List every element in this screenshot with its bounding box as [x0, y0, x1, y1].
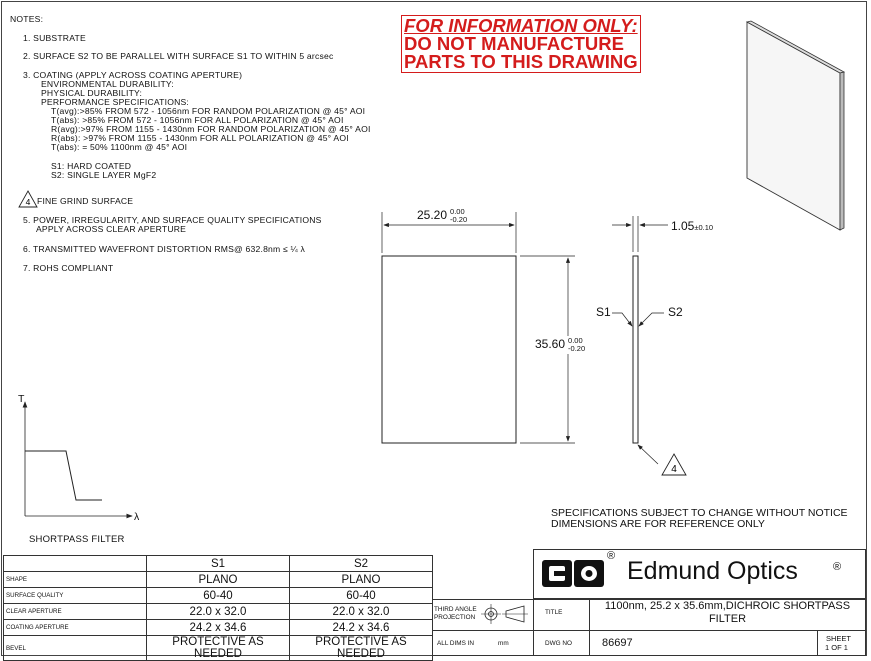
note-1: 1. SUBSTRATE — [23, 33, 86, 43]
note-3-spec-1: T(avg):>85% FROM 572 - 1056nm FOR RANDOM POLARIZATION @ 45° AOI — [51, 106, 366, 116]
height-tol-lower: -0.20 — [568, 344, 586, 353]
row-label: COATING APERTURE — [4, 620, 147, 636]
table-row — [4, 636, 433, 661]
company-name: Edmund Optics — [627, 557, 798, 585]
height-tol-upper: 0.00 — [568, 336, 583, 345]
logo-text: EO — [541, 557, 543, 558]
note-3-spec-2: T(abs): >85% FROM 572 - 1056nm FOR ALL POLARIZATION @ 45° AOI — [51, 115, 344, 125]
cell-s1: 22.0 x 32.0 — [147, 604, 290, 620]
table-row — [4, 604, 433, 620]
header-s2: S2 — [290, 556, 433, 572]
table-row — [4, 620, 433, 636]
shortpass-graph — [14, 390, 149, 525]
projection-label-2: PROJECTION — [434, 614, 476, 621]
cell-s1: PROTECTIVE AS NEEDED — [147, 636, 290, 661]
dwg-number: 86697 — [602, 637, 633, 649]
header-s1: S1 — [147, 556, 290, 572]
cell-s1: 24.2 x 34.6 — [147, 620, 290, 636]
header-blank — [4, 556, 147, 572]
cell-s2: PROTECTIVE AS NEEDED — [290, 636, 433, 661]
note-4-triangle-icon — [18, 190, 38, 208]
note-3-spec-3: R(avg):>97% FROM 1155 - 1430nm FOR RANDOM POLARIZATION @ 45° AOI — [51, 124, 371, 134]
side-view — [590, 212, 700, 482]
s2-label: S2 — [668, 305, 683, 319]
sheet-label: SHEET — [826, 634, 852, 643]
note-5-line-2: APPLY ACROSS CLEAR APERTURE — [36, 224, 187, 234]
note-3-spec-5: T(abs): = 50% 1100nm @ 45° AOI — [51, 142, 188, 152]
s1-label: S1 — [596, 305, 611, 319]
thickness-tolerance: ±0.10 — [694, 223, 714, 232]
projection-label-1: THIRD ANGLE — [434, 606, 477, 613]
cell-s1: 60-40 — [147, 588, 290, 604]
sheet-value: 1 OF 1 — [825, 643, 848, 652]
title-line-2: FILTER — [708, 613, 747, 625]
width-tol-upper: 0.00 — [450, 207, 465, 216]
all-dims-label: ALL DIMS IN — [437, 640, 475, 647]
spec-table-header — [4, 556, 433, 572]
table-row — [4, 572, 433, 588]
graph-caption: SHORTPASS FILTER — [29, 534, 125, 545]
cell-s1: PLANO — [147, 572, 290, 588]
disclaimer-line-2: DIMENSIONS ARE FOR REFERENCE ONLY — [551, 518, 765, 530]
cell-s2: PLANO — [290, 572, 433, 588]
note-4-number: 4 — [25, 197, 31, 207]
table-row — [4, 588, 433, 604]
front-view — [370, 200, 600, 460]
width-value: 25.20 — [417, 208, 448, 223]
height-value: 35.60 — [535, 337, 566, 352]
width-dimension — [415, 208, 469, 224]
warning-line-3: PARTS TO THIS DRAWING — [404, 51, 638, 72]
isometric-view — [740, 18, 850, 233]
title-label: TITLE — [545, 609, 563, 616]
note-5: 5. POWER, IRREGULARITY, AND SURFACE QUALITY SPECIFICATIONS — [23, 215, 322, 225]
third-angle-projection-icon — [478, 600, 530, 628]
company-logo — [541, 557, 611, 589]
height-tolerance — [568, 337, 585, 353]
notes-heading: NOTES: — [10, 14, 44, 24]
callout-4-number: 4 — [671, 464, 677, 475]
note-3-s2-coating: S2: SINGLE LAYER MgF2 — [51, 170, 157, 180]
cell-s2: 22.0 x 32.0 — [290, 604, 433, 620]
logo-registered-mark: ® — [607, 550, 616, 562]
cell-s2: 60-40 — [290, 588, 433, 604]
spec-table — [3, 555, 433, 661]
graph-y-label: T — [18, 393, 25, 405]
width-tolerance — [450, 208, 467, 224]
cell-s2: 24.2 x 34.6 — [290, 620, 433, 636]
note-3-phys-durability: PHYSICAL DURABILITY: — [41, 88, 143, 98]
units-value: mm — [498, 640, 509, 647]
thickness-value: 1.05 — [671, 219, 695, 233]
graph-x-label: λ — [134, 511, 140, 523]
row-label: CLEAR APERTURE — [4, 604, 147, 620]
note-2: 2. SURFACE S2 TO BE PARALLEL WITH SURFACE S1 TO WITHIN 5 arcsec — [23, 51, 334, 61]
note-6: 6. TRANSMITTED WAVEFRONT DISTORTION RMS@ 632.8nm ≤ ¼ λ — [23, 244, 305, 254]
dwg-label: DWG NO — [545, 640, 572, 647]
disclaimer-line-1: SPECIFICATIONS SUBJECT TO CHANGE WITHOUT NOTICE — [551, 507, 848, 519]
thickness-dimension — [671, 219, 713, 233]
row-label: SURFACE QUALITY — [4, 588, 147, 604]
warning-line-2: DO NOT MANUFACTURE — [404, 33, 624, 54]
note-3-env-durability: ENVIRONMENTAL DURABILITY: — [41, 79, 174, 89]
company-registered-mark: ® — [833, 561, 842, 573]
note-3-perf-specs: PERFORMANCE SPECIFICATIONS: — [41, 97, 190, 107]
note-3-s1-coating: S1: HARD COATED — [51, 161, 132, 171]
row-label: SHAPE — [4, 572, 147, 588]
warning-line-1: FOR INFORMATION ONLY: — [404, 15, 638, 36]
row-label: BEVEL — [4, 636, 147, 661]
note-3: 3. COATING (APPLY ACROSS COATING APERTURE) — [23, 70, 243, 80]
note-3-spec-4: R(abs): >97% FROM 1155 - 1430nm FOR ALL POLARIZATION @ 45° AOI — [51, 133, 349, 143]
height-dimension — [535, 336, 585, 354]
note-7: 7. ROHS COMPLIANT — [23, 263, 114, 273]
warning-box — [401, 15, 641, 73]
width-tol-lower: -0.20 — [450, 215, 468, 224]
title-line-1: 1100nm, 25.2 x 35.6mm,DICHROIC SHORTPASS — [604, 600, 851, 612]
note-4: FINE GRIND SURFACE — [37, 196, 134, 206]
